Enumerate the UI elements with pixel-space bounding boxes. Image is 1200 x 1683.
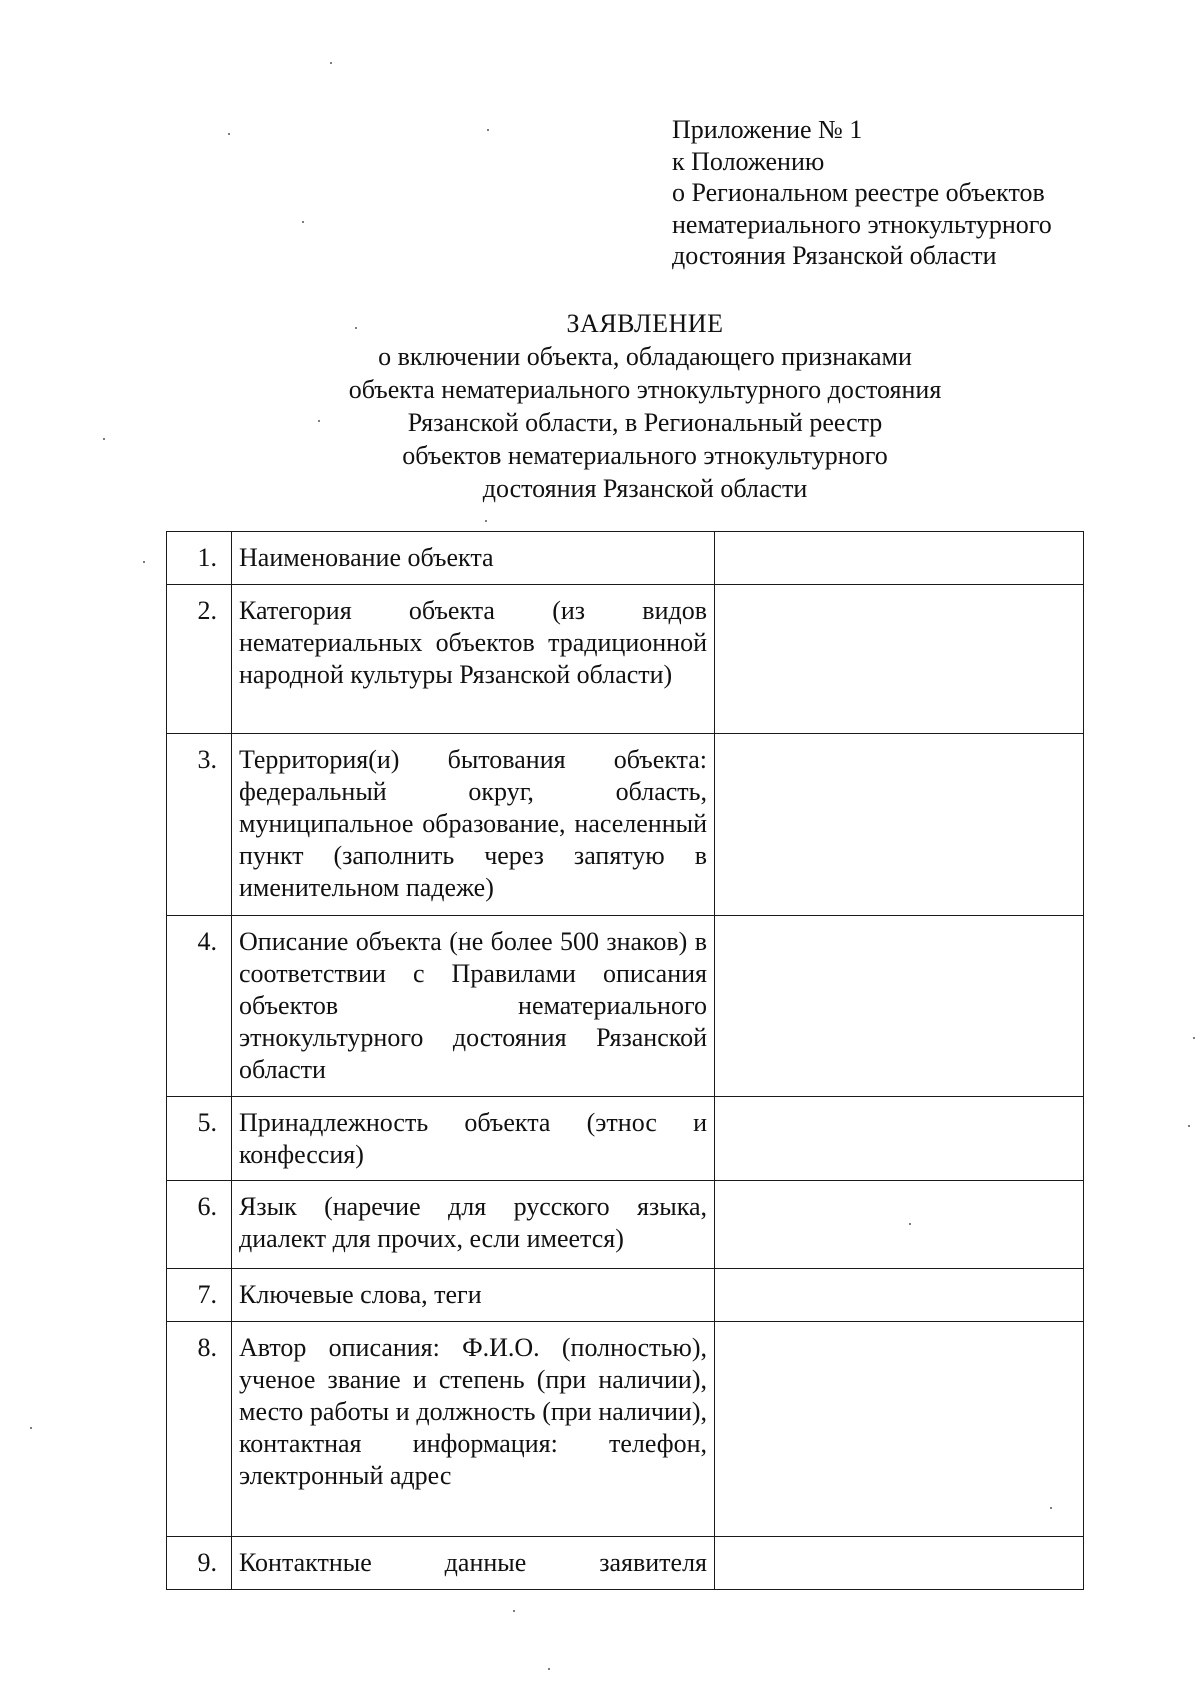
row-value-field[interactable] <box>715 1269 1084 1322</box>
row-value-field[interactable] <box>715 734 1084 916</box>
row-value-field[interactable] <box>715 585 1084 734</box>
title-line: объектов нематериального этнокультурного <box>402 441 888 470</box>
row-label: Принадлежность объекта (этнос и конфессия) <box>232 1097 715 1181</box>
row-number: 2. <box>167 585 232 734</box>
table-row <box>167 1181 1084 1269</box>
appendix-line: о Региональном реестре объектов <box>672 178 1045 207</box>
table-row <box>167 1322 1084 1537</box>
row-label: Ключевые слова, теги <box>232 1269 715 1322</box>
row-number: 7. <box>167 1269 232 1322</box>
row-number: 5. <box>167 1097 232 1181</box>
document-title <box>160 307 1130 505</box>
table-row <box>167 1097 1084 1181</box>
row-number: 1. <box>167 532 232 585</box>
row-label: Наименование объекта <box>232 532 715 585</box>
row-label: Категория объекта (из видов нематериальных объектов традиционной народной культуры Рязанской области) <box>232 585 715 734</box>
application-form-table <box>166 531 1084 1590</box>
table-row <box>167 532 1084 585</box>
row-number: 3. <box>167 734 232 916</box>
title-line: Рязанской области, в Региональный реестр <box>407 408 883 437</box>
table-row <box>167 1269 1084 1322</box>
title-line: объекта нематериального этнокультурного достояния <box>348 375 942 404</box>
row-value-field[interactable] <box>715 916 1084 1097</box>
appendix-note <box>672 114 1052 272</box>
row-label: Автор описания: Ф.И.О. (полностью), ученое звание и степень (при наличии), место работы и должность (при наличии), контактная информация: телефон, электронный адрес <box>232 1322 715 1537</box>
row-number: 4. <box>167 916 232 1097</box>
row-number: 8. <box>167 1322 232 1537</box>
title-heading: ЗАЯВЛЕНИЕ <box>566 309 724 338</box>
table-row <box>167 916 1084 1097</box>
row-value-field[interactable] <box>715 1181 1084 1269</box>
row-value-field[interactable] <box>715 1537 1084 1590</box>
appendix-line: достояния Рязанской области <box>672 241 997 270</box>
row-value-field[interactable] <box>715 532 1084 585</box>
title-line: достояния Рязанской области <box>482 474 808 503</box>
appendix-line: к Положению <box>672 146 825 176</box>
row-value-field[interactable] <box>715 1097 1084 1181</box>
row-label: Язык (наречие для русского языка, диалект для прочих, если имеется) <box>232 1181 715 1269</box>
row-number: 6. <box>167 1181 232 1269</box>
table-row <box>167 734 1084 916</box>
appendix-line: нематериального этнокультурного <box>672 209 1052 239</box>
title-line: о включении объекта, обладающего признаками <box>378 342 912 371</box>
appendix-line: Приложение № 1 <box>672 115 863 144</box>
table-row <box>167 585 1084 734</box>
row-label: Контактные данные заявителя <box>232 1537 715 1590</box>
table-row <box>167 1537 1084 1590</box>
row-label: Территория(и) бытования объекта: федеральный округ, область, муниципальное образование, населенный пункт (заполнить через запятую в именительном падеже) <box>232 734 715 916</box>
row-value-field[interactable] <box>715 1322 1084 1537</box>
row-number: 9. <box>167 1537 232 1590</box>
row-label: Описание объекта (не более 500 знаков) в соответствии с Правилами описания объектов нематериального этнокультурного достояния Рязанской области <box>232 916 715 1097</box>
